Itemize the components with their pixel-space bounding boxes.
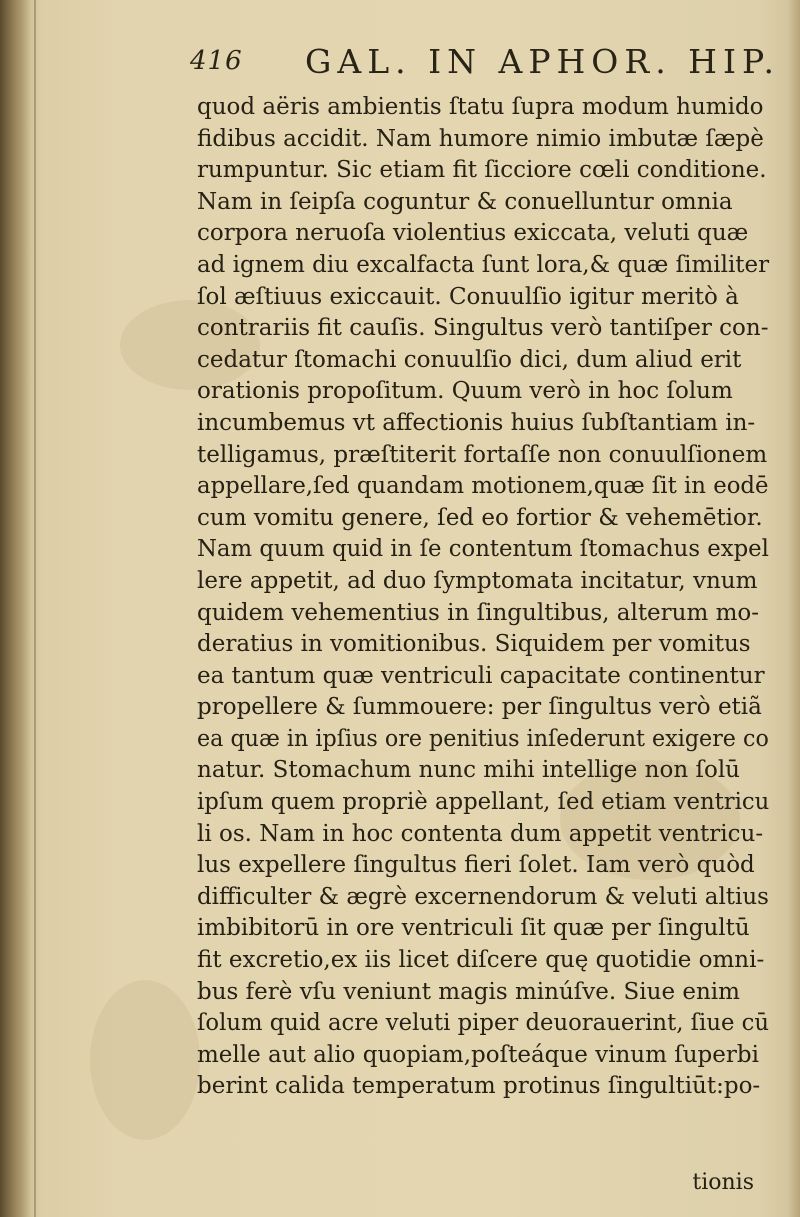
book-spine-shadow: [0, 0, 30, 1217]
text-line: melle aut alio quopiam,poſteáque vinum ſuperbi: [197, 1041, 759, 1068]
text-line: contrariis fit cauſis. Singultus verò tantiſper con-: [197, 315, 769, 342]
catchword: tionis: [692, 1170, 754, 1195]
text-line: imbibitorū in ore ventriculi ſit quæ per ſingultū: [197, 915, 750, 942]
text-line: li os. Nam in hoc contenta dum appetit ventricu-: [197, 820, 764, 847]
gutter-line: [34, 0, 36, 1217]
text-line: bus ferè vſu veniunt magis minúſve. Siue enim: [197, 978, 740, 1005]
text-line: cedatur ſtomachi conuulſio dici, dum aliud erit: [197, 346, 742, 373]
text-line: fidibus accidit. Nam humore nimio imbutæ ſæpè: [197, 125, 764, 152]
page-header: [190, 42, 781, 90]
text-line: berint calida temperatum protinus ſingultiūt:po-: [197, 1073, 761, 1100]
text-line: corpora neruoſa violentius exiccata, veluti quæ: [197, 220, 749, 247]
text-line: fit excretio,ex iis licet diſcere quę quotidie omni-: [197, 947, 765, 974]
text-line: telligamus, præſtiterit fortaſſe non conuulſionem: [197, 441, 768, 468]
text-line: ad ignem diu excalfacta ſunt lora,& quæ ſimiliter: [197, 251, 770, 278]
text-line: deratius in vomitionibus. Siquidem per vomitus: [197, 631, 751, 658]
paper-stain: [90, 980, 200, 1140]
text-line: lus expellere ſingultus fieri ſolet. Iam verò quòd: [197, 852, 755, 879]
text-line: lere appetit, ad duo ſymptomata incitatur, vnum: [197, 567, 758, 594]
text-line: incumbemus vt affectionis huius ſubſtantiam in-: [197, 409, 756, 436]
text-line: quidem vehementius in ſingultibus, alterum mo-: [197, 599, 760, 626]
text-line: rumpuntur. Sic etiam fit ſicciore cœli conditione.: [197, 157, 767, 184]
text-line: Nam quum quid in ſe contentum ſtomachus expel: [197, 536, 769, 563]
running-head: GAL. IN APHOR. HIP.: [305, 42, 781, 81]
text-line: natur. Stomachum nunc mihi intellige non ſolū: [197, 757, 740, 784]
text-line: difficulter & ægrè excernendorum & veluti altius: [197, 883, 769, 910]
text-line: appellare,ſed quandam motionem,quæ ſit in eodē: [197, 473, 769, 500]
text-line: cum vomitu genere, ſed eo fortior & vehemētior.: [197, 504, 763, 531]
text-line: quod aëris ambientis ſtatu ſupra modum humido: [197, 94, 764, 120]
text-line: orationis propoſitum. Quum verò in hoc ſolum: [197, 378, 733, 405]
body-text: [197, 92, 769, 1103]
text-line: ea quæ in ipſius ore penitius inſederunt exigere co: [197, 725, 769, 752]
text-line: ſolum quid acre veluti piper deuorauerint, ſiue cū: [197, 1010, 770, 1037]
text-line: ipſum quem propriè appellant, ſed etiam ventricu: [197, 789, 770, 816]
text-line: ea tantum quæ ventriculi capacitate continentur: [197, 662, 765, 689]
page-number: 416: [190, 46, 243, 76]
page-edge-shadow: [788, 0, 800, 1217]
text-line: ſol æſtiuus exiccauit. Conuulſio igitur meritò à: [197, 283, 739, 310]
text-line: propellere & ſummouere: per ſingultus verò etiã: [197, 694, 762, 721]
text-line: Nam in ſeipſa coguntur & conuelluntur omnia: [197, 188, 733, 215]
